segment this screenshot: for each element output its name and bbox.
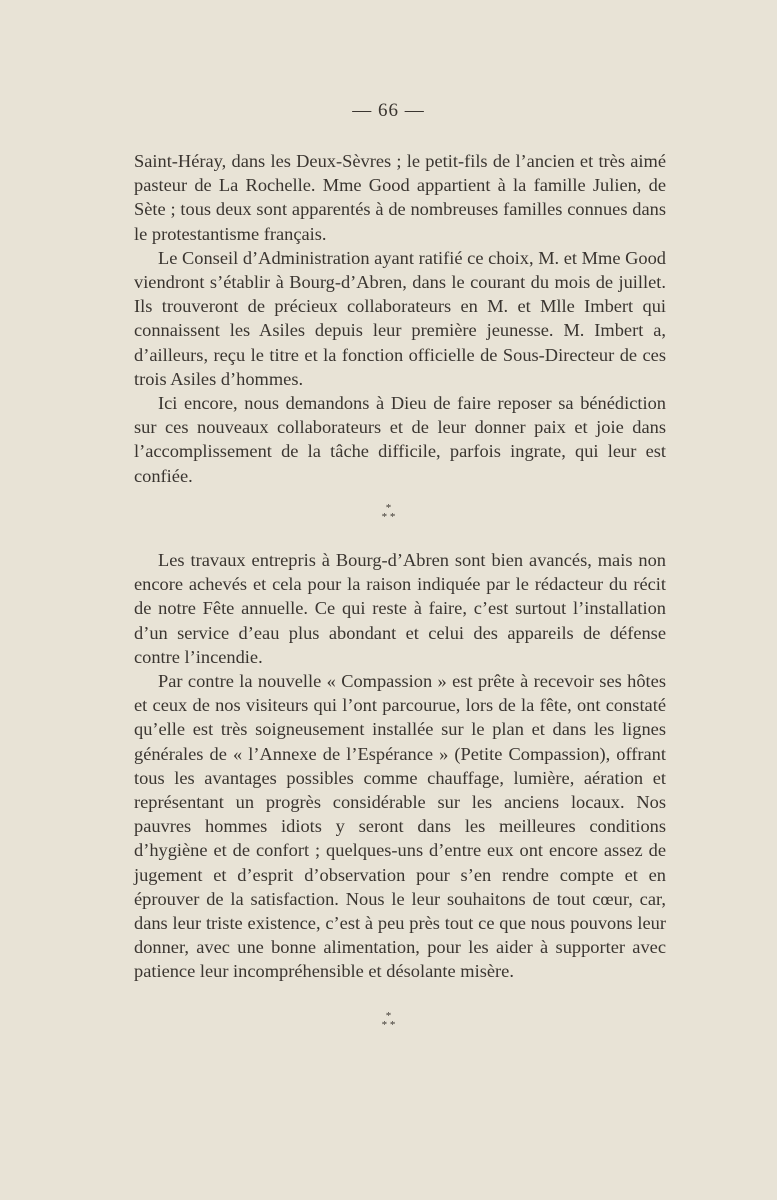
asterism-separator <box>0 504 777 522</box>
section-2 <box>134 548 666 984</box>
paragraph: Par contre la nouvelle « Compassion » est prête à recevoir ses hôtes et ceux de nos visiteurs qui l’ont parcourue, lors de la fête, ont constaté qu’elle est très soigneusement installée sur le plan et dans les lignes générales de « l’Annexe de l’Espérance » (Petite Compassion), offrant tous les avantages possibles comme chauffage, lumière, aération et représentant un progrès considérable sur les anciens locaux. Nos pauvres hommes idiots y seront dans les meilleures conditions d’hygiène et de confort ; quelques-uns d’entre eux ont encore assez de jugement et d’esprit d’observation pour s’en rendre compte et en éprouver de la satisfaction. Nous le leur souhaitons de tout cœur, car, dans leur triste existence, c’est à peu près tout ce que nous pouvons leur donner, avec une bonne alimentation, pour les aider à supporter avec patience leur incompréhensible et désolante misère. <box>134 671 666 982</box>
paragraph: Saint-Héray, dans les Deux-Sèvres ; le petit-fils de l’ancien et très aimé pasteur de La Rochelle. Mme Good appartient à la famille Julien, de Sète ; tous deux sont apparentés à de nombreuses familles connues dans le protestantisme français. <box>134 151 666 244</box>
page-number: — 66 — <box>352 100 425 121</box>
asterism-top: * <box>385 502 392 514</box>
paragraph: Le Conseil d’Administration ayant ratifié ce choix, M. et Mme Good viendront s’établir à Bourg-d’Abren, dans le courant du mois de juillet. Ils trouveront de précieux collaborateurs en M. et Mlle Imbert qui connaissent les Asiles depuis leur première jeunesse. M. Imbert a, d’ailleurs, reçu le titre et la fonction officielle de Sous-Directeur de ces trois Asiles d’hommes. <box>134 247 666 389</box>
asterism-top: * <box>385 1010 392 1022</box>
section-1 <box>134 149 666 488</box>
paragraph: Ici encore, nous demandons à Dieu de faire reposer sa bénédiction sur ces nouveaux collaborateurs et de leur donner paix et joie dans l’accomplissement de la tâche difficile, parfois ingrate, qui leur est confiée. <box>134 393 666 486</box>
asterism-bottom: * * <box>381 511 396 523</box>
asterism-bottom: * * <box>381 1019 396 1031</box>
paragraph: Les travaux entrepris à Bourg-d’Abren sont bien avancés, mais non encore achevés et cela pour la raison indiquée par le rédacteur du récit de notre Fête annuelle. Ce qui reste à faire, c’est surtout l’installation d’un service d’eau plus abondant et celui des appareils de défense contre l’incendie. <box>134 550 666 667</box>
asterism-separator <box>0 1012 777 1030</box>
